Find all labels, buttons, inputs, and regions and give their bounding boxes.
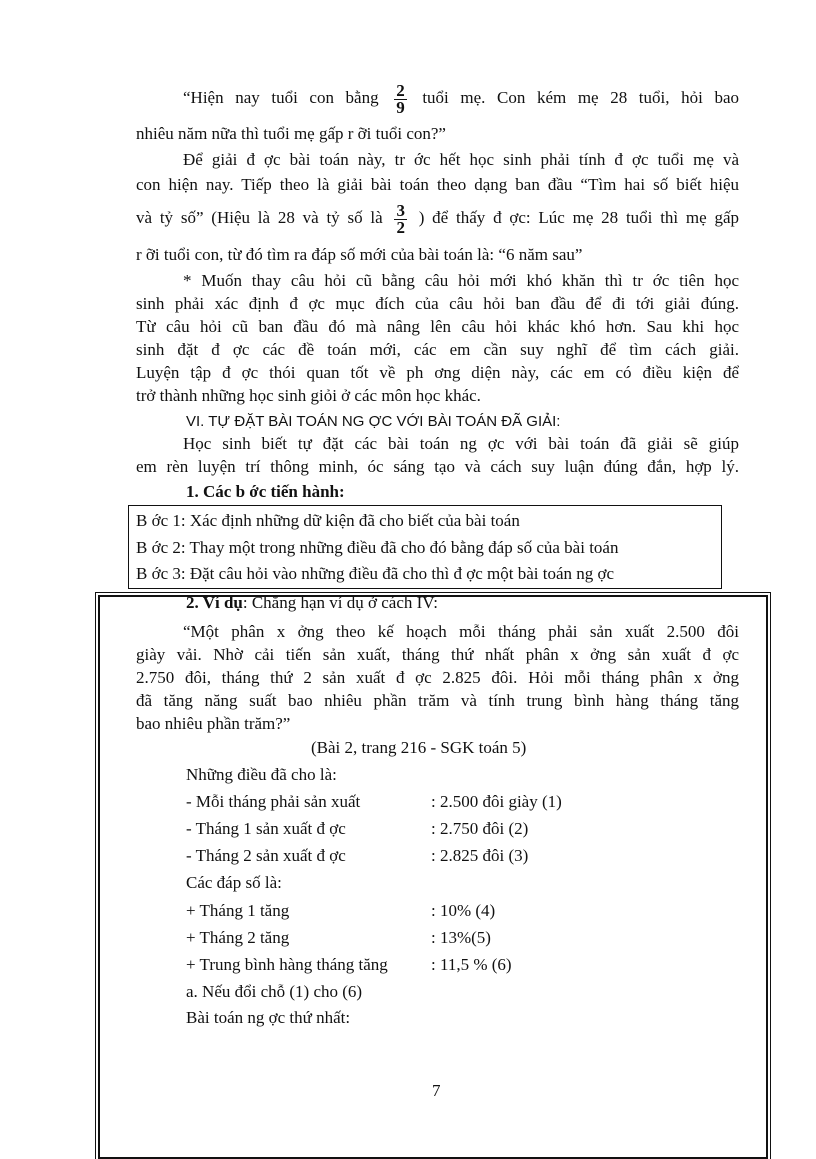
case-a: a. Nếu đổi chỗ (1) cho (6) — [186, 982, 363, 1001]
given-value: : 2.750 đôi (2) — [431, 819, 529, 838]
step-item: B ớc 1: Xác định những dữ kiện đã cho biết của bài toán — [136, 511, 520, 530]
answer-label: + Trung bình hàng tháng tăng — [186, 955, 388, 974]
replace-line-2: sinh phải xác định đ ợc mục đích của câu hỏi ban đầu để đi tới giải đúng. — [136, 294, 739, 313]
solve-line-1: Để giải đ ợc bài toán này, tr ớc hết học sinh phải tính đ ợc tuổi mẹ và — [183, 150, 739, 169]
intro-line-1 — [183, 80, 739, 116]
given-label: - Tháng 1 sản xuất đ ợc — [186, 819, 346, 838]
replace-line-4: sinh đặt đ ợc các đề toán mới, các em cần suy nghĩ để tìm cách giải. — [136, 340, 739, 359]
source-citation: (Bài 2, trang 216 - SGK toán 5) — [311, 738, 527, 757]
fraction-numerator: 2 — [396, 80, 405, 100]
question-line-5: bao nhiêu phần trăm?” — [136, 714, 291, 733]
question-line-2: giày vải. Nhờ cải tiến sản xuất, tháng thứ nhất phân x ởng sản xuất đ ợc — [136, 645, 739, 664]
given-value: : 2.500 đôi giày (1) — [431, 792, 562, 811]
given-label: - Tháng 2 sản xuất đ ợc — [186, 846, 346, 865]
replace-line-3: Từ câu hỏi cũ ban đầu đó mà nâng lên câu hỏi khác khó hơn. Sau khi học — [136, 317, 739, 336]
answer-value: : 10% (4) — [431, 901, 496, 920]
question-line-1: “Một phân x ởng theo kế hoạch mỗi tháng phải sản xuất 2.500 đôi — [183, 622, 739, 641]
fraction-denominator: 2 — [396, 217, 405, 237]
example-subheading — [186, 593, 438, 613]
first-problem-heading: Bài toán ng ợc thứ nhất: — [186, 1008, 351, 1027]
section-heading: VI. TỰ ĐẶT BÀI TOÁN NG ỢC VỚI BÀI TOÁN ĐÃ GIẢI: — [186, 413, 561, 430]
intro-line-2: nhiêu năm nữa thì tuổi mẹ gấp r ỡi tuổi con?” — [136, 124, 446, 143]
question-line-3: 2.750 đôi, tháng thứ 2 sản xuất đ ợc 2.825 đôi. Hỏi mỗi tháng phân x ởng — [136, 668, 739, 687]
given-heading: Những điều đã cho là: — [186, 765, 337, 784]
intro-quote-after: tuổi mẹ. Con kém mẹ 28 tuổi, hỏi bao — [422, 88, 739, 107]
page-number: 7 — [432, 1081, 441, 1100]
answer-label: + Tháng 2 tăng — [186, 928, 290, 947]
given-value: : 2.825 đôi (3) — [431, 846, 529, 865]
question-line-4: đã tăng năng suất bao nhiêu phần trăm và tính trung bình hàng tháng tăng — [136, 691, 739, 710]
section-line-2: em rèn luyện trí thông minh, óc sáng tạo và cách suy luận đúng đắn, hợp lý. — [136, 457, 739, 476]
answer-label: + Tháng 1 tăng — [186, 901, 290, 920]
intro-quote-before: “Hiện nay tuổi con bằng — [183, 88, 379, 107]
section-line-1: Học sinh biết tự đặt các bài toán ng ợc với bài toán đã giải sẽ giúp — [183, 434, 739, 453]
answers-heading: Các đáp số là: — [186, 873, 282, 892]
replace-line-6: trở thành những học sinh giỏi ở các môn học khác. — [136, 386, 481, 405]
fraction-denominator: 9 — [396, 97, 405, 117]
replace-line-1: * Muốn thay câu hỏi cũ bằng câu hỏi mới khó khăn thì tr ớc tiên học — [183, 271, 739, 290]
step-item: B ớc 2: Thay một trong những điều đã cho đó bằng đáp số của bài toán — [136, 538, 619, 557]
fraction-numerator: 3 — [396, 200, 405, 220]
fraction-two-ninths — [394, 80, 407, 117]
solve-line-3-after: ) để thấy đ ợc: Lúc mẹ 28 tuổi thì mẹ gấp — [418, 208, 740, 227]
steps-subheading: 1. Các b ớc tiến hành: — [186, 482, 345, 501]
solve-line-3 — [136, 200, 739, 236]
given-label: - Mỗi tháng phải sản xuất — [186, 792, 361, 811]
solve-line-4: r ỡi tuổi con, từ đó tìm ra đáp số mới của bài toán là: “6 năm sau” — [136, 245, 583, 264]
example-intro: : Chẳng hạn ví dụ ở cách IV: — [242, 593, 439, 612]
solve-line-2: con hiện nay. Tiếp theo là giải bài toán theo dạng ban đầu “Tìm hai số biết hiệu — [136, 175, 739, 194]
step-item: B ớc 3: Đặt câu hỏi vào những điều đã cho thì đ ợc một bài toán ng ợc — [136, 564, 615, 583]
replace-line-5: Luyện tập đ ợc thói quan tốt về ph ơng diện này, các em có điều kiện để — [136, 363, 739, 382]
answer-value: : 11,5 % (6) — [431, 955, 512, 974]
answer-value: : 13%(5) — [431, 928, 491, 947]
solve-line-3-before: và tỷ số” (Hiệu là 28 và tỷ số là — [136, 208, 383, 227]
fraction-three-halves — [394, 200, 407, 237]
example-label: 2. Ví dụ — [186, 593, 243, 612]
